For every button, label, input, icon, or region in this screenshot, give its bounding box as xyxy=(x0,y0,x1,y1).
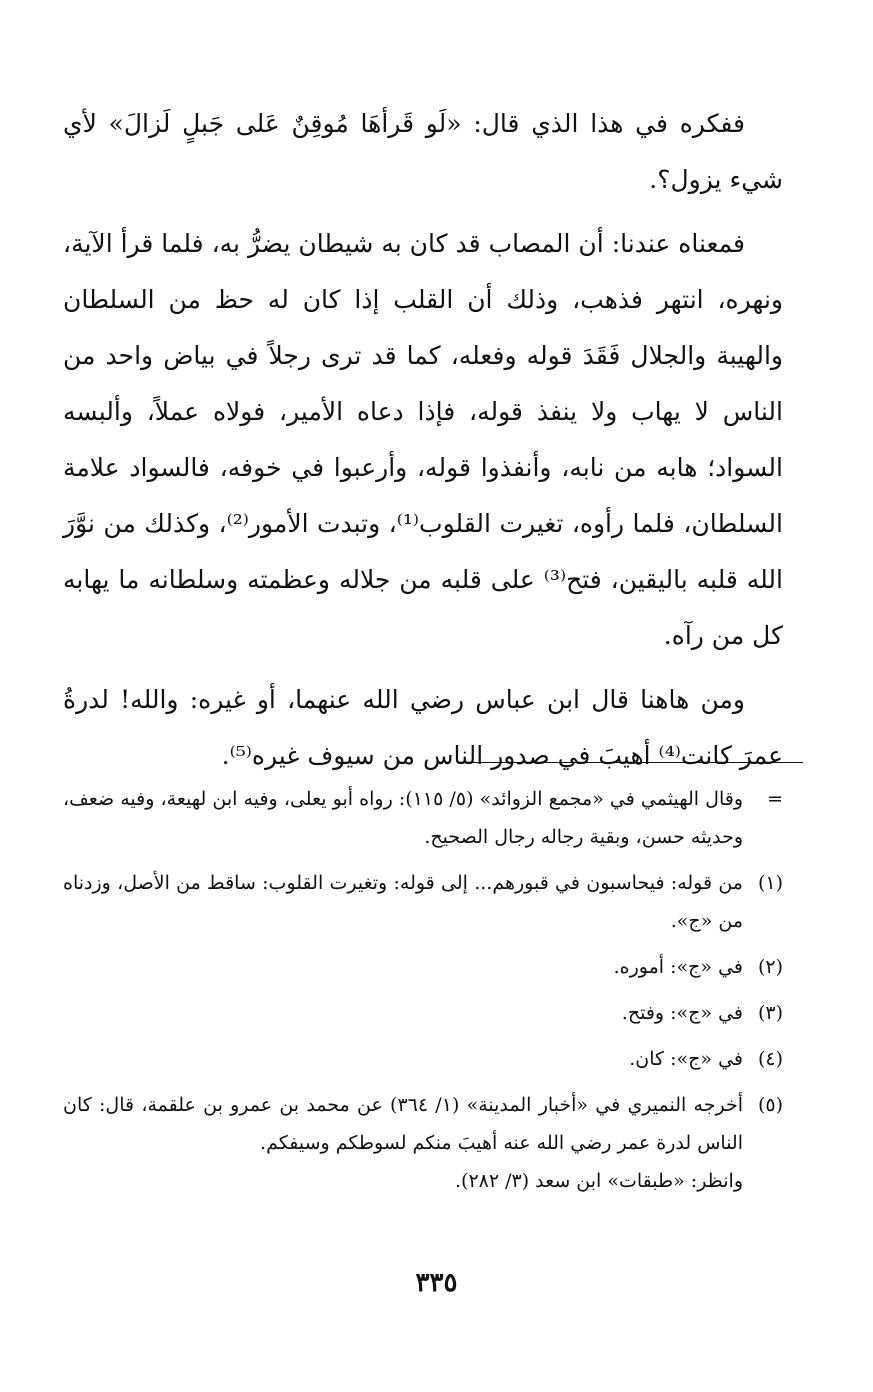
footnote-marker: (٣) xyxy=(757,1002,783,1024)
paragraph-1: ففكره في هذا الذي قال: «لَو قَرأهَا مُوقِنٌ عَلى جَبلٍ لَزالَ» لأي شيء يزول؟. xyxy=(63,109,783,194)
footnote-line: من قوله: فيحاسبون في قبورهم... إلى قوله: وتغيرت القلوب: ساقط من الأصل، وزدناه من «ج». xyxy=(63,872,743,932)
footnote-line: أخرجه النميري في «أخبار المدينة» (١/ ٣٦٤) عن محمد بن عمرو بن علقمة، قال: كان الناس لدرة عمر رضي الله عنه أهيبَ منكم لسوطكم وسيفكم. xyxy=(63,1094,743,1154)
footnote-line: في «ج»: كان. xyxy=(629,1048,743,1070)
footnote-line: في «ج»: أموره. xyxy=(613,956,743,978)
footnote-text xyxy=(63,1086,743,1200)
footnote-marker: (٤) xyxy=(757,1048,783,1070)
footnote-1 xyxy=(63,864,783,940)
footnote-marker: (٥) xyxy=(757,1094,783,1116)
footnote-text xyxy=(63,780,743,856)
footnote-text xyxy=(63,864,743,940)
paragraph-2: فمعناه عندنا: أن المصاب قد كان به شيطان يضرُّ به، فلما قرأ الآية، ونهره، انتهر فذهب، وذلك أن القلب إذا كان له حظ من السلطان والهيبة والجلال فَقَدَ قوله وفعله، كما قد ترى رجلاً في بياض واحد من الناس لا يهاب ولا ينفذ قوله، فإذا دعاه الأمير، فولاه عملاً، وألبسه السواد؛ هابه من نابه، وأنفذوا قوله، وأرعبوا في خوفه، فالسواد علامة السلطان، فلما رأوه، تغيرت القلوب⁽¹⁾، وتبدت الأمور⁽²⁾، وكذلك من نوَّرَ الله قلبه باليقين، فتح⁽³⁾ على قلبه من جلاله وعظمته وسلطانه ما يهابه كل من رآه. xyxy=(63,229,783,650)
footnote-text xyxy=(63,994,743,1032)
footnote-marker: (٢) xyxy=(757,956,783,978)
footnote-continuation xyxy=(63,780,783,856)
footnote-text xyxy=(63,1040,743,1078)
footnote-3 xyxy=(63,994,783,1032)
footnote-4 xyxy=(63,1040,783,1078)
footnote-divider xyxy=(471,762,803,763)
footnote-5 xyxy=(63,1086,783,1200)
paragraph-3: ومن هاهنا قال ابن عباس رضي الله عنهما، أو غيره: والله! لدرةُ عمرَ كانت⁽⁴⁾ أهيبَ في صدور الناس من سيوف غيره⁽⁵⁾. xyxy=(63,685,783,770)
footnote-text xyxy=(63,948,743,986)
footnote-line: وانظر: «طبقات» ابن سعد (٣/ ٢٨٢). xyxy=(454,1170,743,1192)
footnote-line: وقال الهيثمي في «مجمع الزوائد» (٥/ ١١٥): رواه أبو يعلى، وفيه ابن لهيعة، وفيه ضعف، وحديثه حسن، وبقية رجاله رجال الصحيح. xyxy=(63,788,743,848)
footnote-line: في «ج»: وفتح. xyxy=(621,1002,743,1024)
footnote-2 xyxy=(63,948,783,986)
footnotes xyxy=(63,780,783,1208)
page-number: ٣٣٥ xyxy=(415,1268,458,1298)
main-text xyxy=(63,96,783,792)
footnote-marker: (١) xyxy=(757,872,783,894)
footnote-marker: = xyxy=(767,788,783,810)
